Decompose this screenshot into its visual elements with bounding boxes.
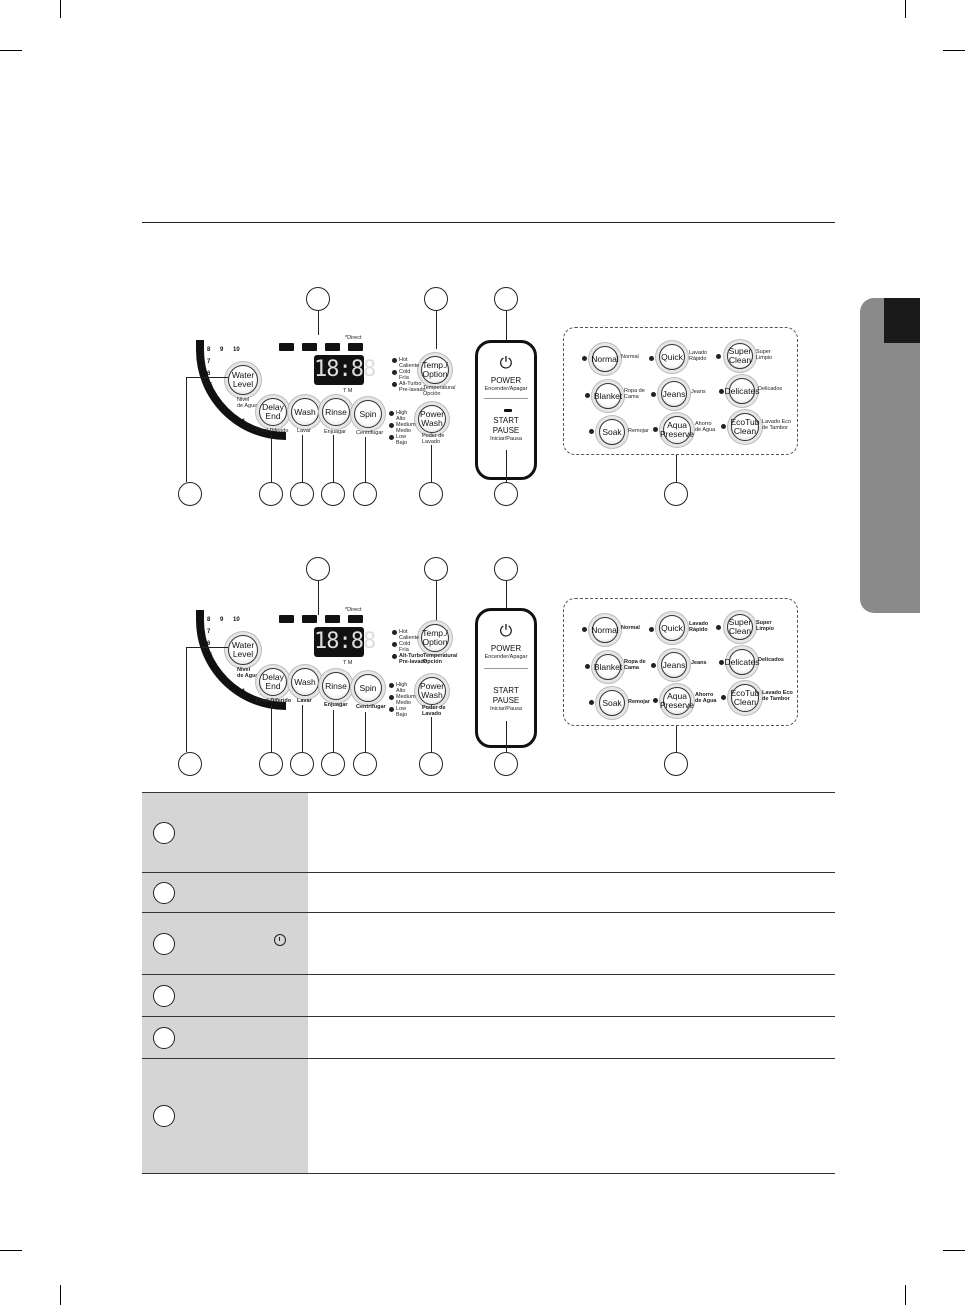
spin-button[interactable]: Spin <box>354 674 382 702</box>
callout-marker <box>419 752 443 776</box>
callout-line <box>333 710 334 752</box>
table-label-cell <box>142 975 308 1017</box>
callout-marker <box>178 752 202 776</box>
cycle-led <box>589 429 594 434</box>
wash-power-label: Low Bajo <box>396 706 408 718</box>
cycle-sublabel: Jeans <box>691 660 707 666</box>
callout-line <box>676 455 677 482</box>
cycle-button-ecotub-clean[interactable]: EcoTub Clean <box>731 413 759 441</box>
water-level-mark: 7 <box>207 629 211 635</box>
cycle-sublabel: Normal <box>621 354 639 360</box>
callout-marker <box>178 482 202 506</box>
panel-divider <box>484 398 528 399</box>
status-icons <box>279 615 363 623</box>
temp-option-sublabel: Temperatura/ Opción <box>423 653 458 665</box>
cycle-icon <box>302 615 317 623</box>
spin-button[interactable]: Spin <box>354 400 382 428</box>
cycle-button-quick[interactable]: Quick <box>659 344 685 370</box>
description-table-row <box>142 872 835 913</box>
cycle-selector-group <box>563 598 798 726</box>
callout-line <box>431 445 432 482</box>
water-level-mark: 1 <box>242 419 246 425</box>
cycle-icon <box>279 615 294 623</box>
start-label[interactable]: START <box>493 416 519 425</box>
callout-line <box>506 450 507 482</box>
cycle-sublabel: Normal <box>621 625 640 631</box>
cycle-sublabel: Jeans <box>691 389 706 395</box>
table-description-cell <box>308 975 835 1017</box>
temp-option-sublabel: Temperatura/ Opción <box>423 385 456 397</box>
cycle-icon <box>348 615 363 623</box>
callout-line <box>365 437 366 482</box>
table-label-cell <box>142 793 308 873</box>
temp-indicator-led <box>392 642 397 647</box>
start-label[interactable]: START <box>493 686 519 695</box>
cycle-led <box>653 427 658 432</box>
wash-power-label: Medium Medio <box>396 694 416 706</box>
start-indicator-led <box>504 409 512 412</box>
temp-label: Cold Fría <box>399 641 411 653</box>
cycle-icon <box>279 343 294 351</box>
time-display: 18:88 <box>314 627 364 657</box>
cycle-sublabel: Delicados <box>758 657 784 663</box>
temp-label: Alt-Turbo Pre-lavado <box>399 381 426 393</box>
pause-label[interactable]: PAUSE <box>492 696 520 705</box>
delay-end-sublabel: Final Diferido <box>256 428 289 434</box>
callout-marker <box>290 752 314 776</box>
temp-indicator-led <box>392 370 397 375</box>
description-table-row <box>142 1058 835 1174</box>
water-level-mark: 4 <box>212 665 216 671</box>
callout-marker <box>494 482 518 506</box>
wash-power-led <box>389 411 394 416</box>
callout-line <box>271 435 272 482</box>
callout-marker <box>153 882 175 904</box>
table-description-cell <box>308 913 835 975</box>
callout-marker <box>153 1105 175 1127</box>
cycle-led <box>651 392 656 397</box>
control-panel-diagram-2 <box>0 555 965 785</box>
callout-marker <box>306 287 330 311</box>
power-wash-button[interactable]: Power Wash <box>418 405 446 433</box>
cycle-button-soak[interactable]: Soak <box>599 690 625 716</box>
cycle-led <box>585 664 590 669</box>
temp-label: Alt-Turbo Pre-lavado <box>399 653 428 665</box>
cycle-sublabel: Remojar <box>628 699 651 705</box>
spin-sublabel: Centrifugar <box>356 704 386 710</box>
cycle-sublabel: Super Limpio <box>756 349 773 361</box>
temp-option-button[interactable]: Temp./ Option <box>421 624 449 652</box>
water-level-mark: 6 <box>207 371 211 377</box>
cycle-button-normal[interactable]: Normal <box>592 346 618 372</box>
rinse-sublabel: Enjuagar <box>324 702 348 708</box>
wash-button[interactable]: Wash <box>291 398 319 426</box>
delay-end-button[interactable]: Delay End <box>259 398 287 426</box>
cycle-sublabel: Delicados <box>758 386 783 392</box>
control-panel-diagram-1 <box>0 285 965 515</box>
table-description-cell <box>308 1017 835 1059</box>
cycle-led <box>721 424 726 429</box>
cycle-button-delicates[interactable]: Delicates <box>729 378 755 404</box>
start-sublabel: Iniciar/Pausa <box>490 436 522 442</box>
callout-line <box>436 311 437 349</box>
callout-marker <box>494 557 518 581</box>
callout-marker <box>321 482 345 506</box>
temp-label: Hot Caliente <box>399 629 420 641</box>
cycle-button-delicates[interactable]: Delicates <box>729 649 755 675</box>
table-description-cell <box>308 793 835 873</box>
water-level-mark: 10 <box>233 347 240 353</box>
cycle-button-super-clean[interactable]: Super Clean <box>727 343 753 369</box>
wash-power-label: High Alto <box>396 682 408 694</box>
delay-end-sublabel: Final Diferido <box>256 698 292 704</box>
cycle-led <box>721 695 726 700</box>
callout-line <box>186 377 187 482</box>
power-label[interactable]: POWER <box>490 644 522 653</box>
crop-mark <box>943 1250 965 1251</box>
callout-marker <box>424 287 448 311</box>
cycle-icon <box>348 343 363 351</box>
cycle-led <box>582 627 587 632</box>
wash-power-led <box>389 683 394 688</box>
power-icon[interactable]: ⏻ <box>499 623 513 640</box>
cycle-led <box>716 625 721 630</box>
table-label-cell <box>142 1059 308 1174</box>
table-label-cell <box>142 873 308 913</box>
cycle-button-jeans[interactable]: Jeans <box>661 381 687 407</box>
water-level-mark: 9 <box>220 347 224 353</box>
time-display: 18:88 <box>314 355 364 385</box>
callout-line <box>365 712 366 752</box>
panel-divider <box>484 668 528 669</box>
water-level-mark: 6 <box>207 641 211 647</box>
callout-marker <box>419 482 443 506</box>
callout-marker <box>353 752 377 776</box>
cycle-icon <box>302 343 317 351</box>
cycle-sublabel: Remojar <box>628 428 649 434</box>
wash-sublabel: Lavar <box>297 428 311 434</box>
power-label[interactable]: POWER <box>490 376 522 385</box>
cycle-sublabel: Ahorro de Agua <box>695 692 717 704</box>
callout-marker <box>259 752 283 776</box>
power-icon[interactable]: ⏻ <box>499 355 513 372</box>
temp-label: Hot Caliente <box>399 357 420 369</box>
water-level-mark: 9 <box>220 617 224 623</box>
callout-marker <box>290 482 314 506</box>
spin-sublabel: Centrifugar <box>356 430 384 436</box>
cycle-button-super-clean[interactable]: Super Clean <box>727 614 753 640</box>
water-level-mark: 3 <box>218 675 222 681</box>
wash-power-led <box>389 423 394 428</box>
callout-line <box>318 311 319 335</box>
callout-line <box>186 647 187 752</box>
callout-marker <box>306 557 330 581</box>
cycle-led <box>649 627 654 632</box>
cycle-button-blanket[interactable]: Blanket <box>595 383 621 409</box>
cycle-button-ecotub-clean[interactable]: EcoTub Clean <box>731 684 759 712</box>
cycle-sublabel: Lavado Rápido <box>689 621 709 633</box>
water-level-mark: 8 <box>207 617 211 623</box>
water-level-mark: 2 <box>229 413 233 419</box>
temp-label: Cold Fría <box>399 369 411 381</box>
callout-marker <box>259 482 283 506</box>
wash-sublabel: Lavar <box>297 698 312 704</box>
crop-mark <box>905 1285 906 1305</box>
water-level-button[interactable]: Water Level <box>228 365 258 395</box>
header-rule <box>142 222 835 223</box>
temp-indicator-led <box>392 358 397 363</box>
callout-marker <box>494 287 518 311</box>
cycle-selector-group <box>563 327 798 455</box>
power-sublabel: Encender/Apagar <box>484 386 528 392</box>
description-table-row <box>142 912 835 975</box>
callout-line <box>271 705 272 752</box>
cycle-button-blanket[interactable]: Blanket <box>595 654 621 680</box>
wash-power-led <box>389 435 394 440</box>
callout-marker <box>353 482 377 506</box>
callout-marker <box>153 822 175 844</box>
table-description-cell <box>308 1059 835 1174</box>
wash-power-label: High Alto <box>396 410 408 422</box>
cycle-sublabel: Lavado Eco de Tambor <box>762 419 792 431</box>
callout-marker <box>664 482 688 506</box>
power-wash-sublabel: Poder de Lavado <box>422 705 446 717</box>
water-level-mark: 5 <box>209 653 213 659</box>
crop-mark <box>60 1285 61 1305</box>
clock-icon <box>274 934 286 946</box>
crop-mark <box>943 50 965 51</box>
power-wash-button[interactable]: Power Wash <box>418 677 446 705</box>
callout-marker <box>153 1027 175 1049</box>
callout-line <box>676 726 677 752</box>
callout-line <box>302 705 303 752</box>
cycle-button-normal[interactable]: Normal <box>592 617 618 643</box>
description-table-row <box>142 1016 835 1059</box>
crop-mark <box>905 0 906 18</box>
crop-mark <box>0 1250 22 1251</box>
cycle-led <box>582 356 587 361</box>
callout-line <box>302 435 303 482</box>
callout-marker <box>664 752 688 776</box>
display-tm-label: T M <box>343 660 353 666</box>
table-bottom-rule <box>142 1173 835 1174</box>
callout-marker <box>494 752 518 776</box>
callout-marker <box>153 933 175 955</box>
status-icons <box>279 343 363 351</box>
callout-marker <box>424 557 448 581</box>
water-level-mark: 8 <box>207 347 211 353</box>
cycle-led <box>649 356 654 361</box>
description-table-row <box>142 792 835 873</box>
pause-label[interactable]: PAUSE <box>492 426 520 435</box>
temp-indicator-led <box>392 630 397 635</box>
callout-line <box>431 717 432 752</box>
temp-option-button[interactable]: Temp./ Option <box>421 356 449 384</box>
water-level-mark: 3 <box>218 405 222 411</box>
description-table-row <box>142 974 835 1017</box>
rinse-button[interactable]: Rinse <box>322 398 350 426</box>
cycle-led <box>651 663 656 668</box>
callout-line <box>506 721 507 752</box>
cycle-led <box>719 389 724 394</box>
cycle-sublabel: Ropa de Cama <box>624 659 646 671</box>
delay-end-button[interactable]: Delay End <box>259 668 287 696</box>
callout-marker <box>153 985 175 1007</box>
start-sublabel: Iniciar/Pausa <box>490 706 522 712</box>
water-level-mark: 10 <box>233 617 240 623</box>
cycle-icon <box>325 615 340 623</box>
temp-indicator-led <box>392 654 397 659</box>
cycle-sublabel: Ahorro de Agua <box>695 421 716 433</box>
callout-line <box>318 581 319 615</box>
display-tm-label: T M <box>343 388 353 394</box>
wash-power-led <box>389 707 394 712</box>
water-level-button[interactable]: Water Level <box>228 635 258 665</box>
direct-label: *Direct <box>345 607 362 613</box>
cycle-led <box>716 354 721 359</box>
callout-line <box>186 647 228 648</box>
cycle-button-soak[interactable]: Soak <box>599 419 625 445</box>
rinse-button[interactable]: Rinse <box>322 672 350 700</box>
power-wash-sublabel: Poder de Lavado <box>422 433 445 445</box>
water-level-mark: 4 <box>212 395 216 401</box>
callout-line <box>436 581 437 625</box>
water-level-sublabel: Nivel de Agua <box>237 397 258 409</box>
cycle-sublabel: Lavado Rápido <box>689 350 708 362</box>
callout-line <box>186 377 228 378</box>
cycle-icon <box>325 343 340 351</box>
cycle-sublabel: Super Limpio <box>756 620 775 632</box>
water-level-mark: 5 <box>209 383 213 389</box>
cycle-button-jeans[interactable]: Jeans <box>661 652 687 678</box>
cycle-sublabel: Ropa de Cama <box>624 388 645 400</box>
water-level-mark: 2 <box>229 683 233 689</box>
cycle-led <box>719 660 724 665</box>
wash-power-label: Medium Medio <box>396 422 416 434</box>
crop-mark <box>60 0 61 18</box>
cycle-led <box>585 393 590 398</box>
rinse-sublabel: Enjuagar <box>324 429 347 435</box>
water-level-sublabel: Nivel de Agua <box>237 667 259 679</box>
wash-button[interactable]: Wash <box>291 668 319 696</box>
direct-label: *Direct <box>345 335 362 341</box>
cycle-button-aqua-preserve[interactable]: Aqua Preserve <box>663 416 691 444</box>
callout-line <box>333 435 334 482</box>
power-sublabel: Encender/Apagar <box>484 654 528 660</box>
wash-power-label: Low Bajo <box>396 434 408 446</box>
callout-marker <box>321 752 345 776</box>
table-label-cell <box>142 1017 308 1059</box>
cycle-button-aqua-preserve[interactable]: Aqua Preserve <box>663 687 691 715</box>
temp-indicator-led <box>392 382 397 387</box>
cycle-button-quick[interactable]: Quick <box>659 615 685 641</box>
cycle-led <box>589 700 594 705</box>
wash-power-led <box>389 695 394 700</box>
water-level-mark: 1 <box>242 689 246 695</box>
cycle-led <box>653 698 658 703</box>
water-level-mark: 7 <box>207 359 211 365</box>
cycle-sublabel: Lavado Eco de Tambor <box>762 690 793 702</box>
table-description-cell <box>308 873 835 913</box>
crop-mark <box>0 50 22 51</box>
